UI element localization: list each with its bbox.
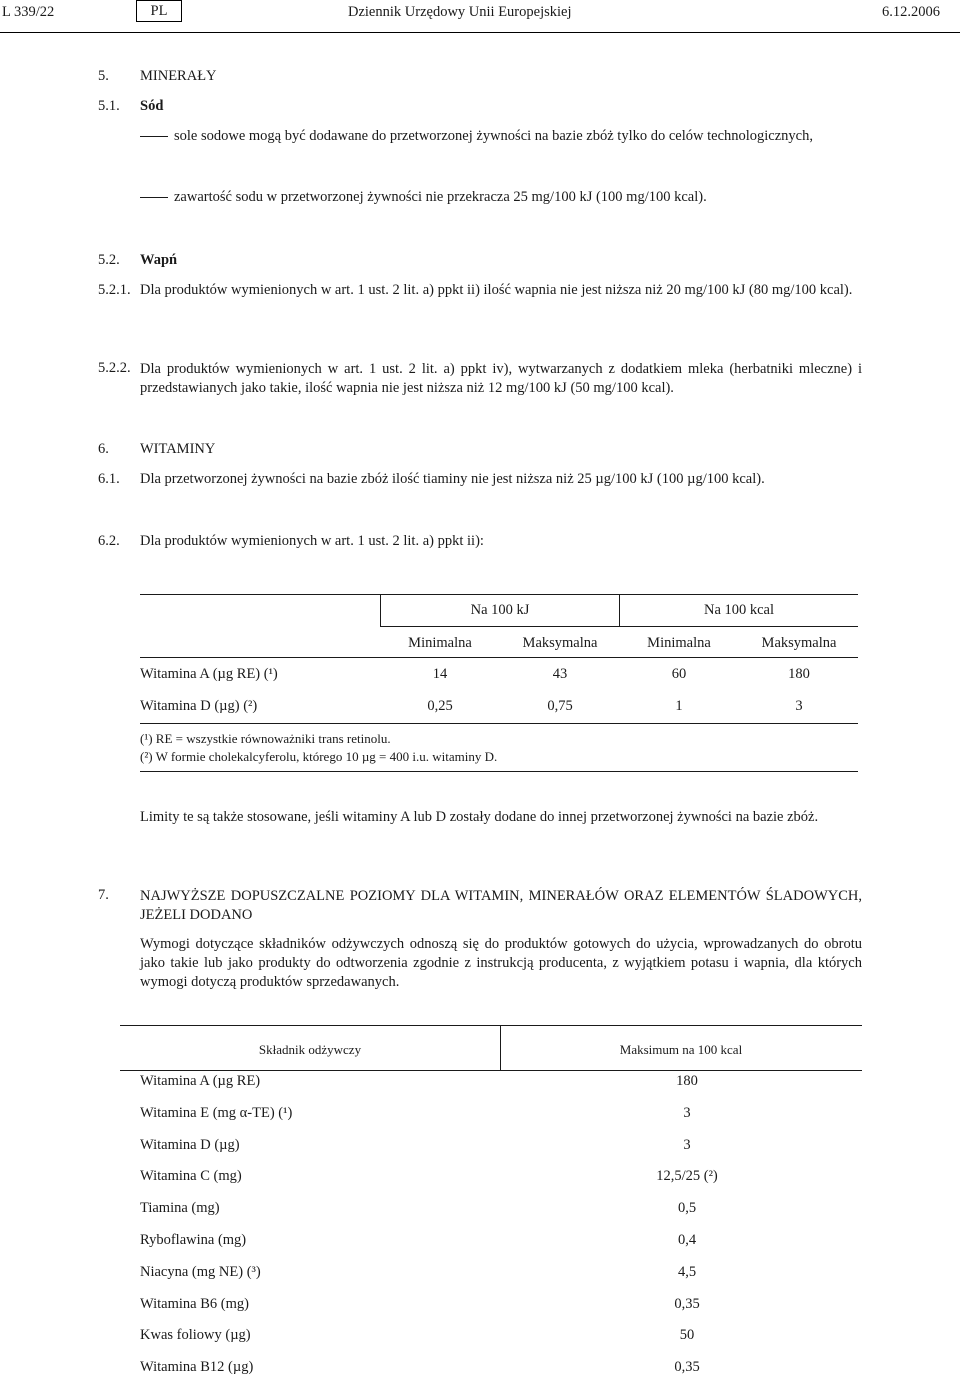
table-column-header: Składnik odżywczy	[258, 1042, 362, 1057]
table-row-label: Kwas foliowy (µg)	[140, 1327, 251, 1343]
table-cell: 0,75	[547, 698, 573, 714]
section-5-2-2-text: Dla produktów wymienionych w art. 1 ust. 2 lit. a) ppkt iv), wytwarzanych z dodatkiem mleka (herbatniki mleczne) i przedstawianych jako takie, ilość wapnia nie jest niższa niż 12 mg/100 kJ (50 mg/100 kcal).	[140, 361, 862, 396]
table-bottom-rule	[140, 771, 858, 772]
table-row-label: Ryboflawina (mg)	[140, 1232, 247, 1248]
section-7-title: NAJWYŻSZE DOPUSZCZALNE POZIOMY DLA WITAMIN, MINERAŁÓW ORAZ ELEMENTÓW ŚLADOWYCH, JEŻELI DODANO	[140, 888, 862, 923]
table-cell: 180	[676, 1073, 698, 1089]
table-cell: 4,5	[677, 1264, 697, 1280]
section-6-note: Limity te są także stosowane, jeśli witaminy A lub D zostały dodane do innej przetworzonej żywności na bazie zbóż.	[140, 809, 819, 825]
section-6-title: WITAMINY	[140, 441, 216, 457]
publication-date: 6.12.2006	[882, 4, 940, 20]
section-5-2-2-number: 5.2.2.	[98, 360, 131, 376]
table-row-label: Witamina D (µg)	[140, 1137, 240, 1153]
table-cell: 12,5/25 (²)	[656, 1168, 718, 1184]
table-subheader: Minimalna	[408, 635, 472, 651]
table-group-header: Na 100 kJ	[470, 602, 530, 618]
section-6-2-number: 6.2.	[98, 533, 120, 549]
section-7-number: 7.	[98, 887, 109, 903]
table-body-rule	[140, 723, 858, 724]
table-row-label: Witamina E (mg α-TE) (¹)	[140, 1105, 293, 1121]
table-subheader: Minimalna	[647, 635, 711, 651]
table-cell: 3	[683, 1137, 691, 1153]
table-cell: 50	[679, 1327, 695, 1343]
section-6-2-text: Dla produktów wymienionych w art. 1 ust. 2 lit. a) ppkt ii):	[140, 533, 484, 549]
table-footnote: (¹) RE = wszystkie równoważniki trans retinolu.	[140, 731, 391, 746]
section-5-1-title: Sód	[140, 98, 164, 114]
table-top-rule	[120, 1025, 862, 1026]
table-cell: 0,35	[674, 1359, 700, 1375]
table-footnote: (²) W formie cholekalcyferolu, którego 10 µg = 400 i.u. witaminy D.	[140, 749, 498, 764]
section-6-number: 6.	[98, 441, 109, 457]
section-5-2-number: 5.2.	[98, 252, 120, 268]
table-column-header: Maksimum na 100 kcal	[619, 1042, 743, 1057]
table-header-rule	[140, 657, 858, 658]
table-row-label: Witamina A (µg RE) (¹)	[140, 666, 278, 682]
table-cell: 14	[432, 666, 448, 682]
language-badge: PL	[136, 0, 182, 22]
section-7-text: Wymogi dotyczące składników odżywczych odnoszą się do produktów gotowych do użycia, wprowadzanych do obrotu jako takie lub jako produkty do odtworzenia zgodnie z instrukcją producenta, z wyjątkiem potasu i wapnia, dla których wymogi dotyczą produktów sprzedawanych.	[140, 936, 862, 990]
list-item: zawartość sodu w przetworzonej żywności nie przekracza 25 mg/100 kJ (100 mg/100 kcal).	[140, 189, 707, 206]
table-cell: 43	[552, 666, 568, 682]
table-row-label: Witamina B6 (mg)	[140, 1296, 249, 1312]
section-5-2-title: Wapń	[140, 252, 178, 268]
table-cell: 1	[675, 698, 683, 714]
list-item: sole sodowe mogą być dodawane do przetworzonej żywności na bazie zbóż tylko do celów technologicznych,	[140, 128, 813, 145]
table-cell: 0,25	[427, 698, 453, 714]
section-5-title: MINERAŁY	[140, 68, 217, 84]
table-subheader: Maksymalna	[761, 635, 837, 651]
table-cell: 3	[683, 1105, 691, 1121]
journal-title: Dziennik Urzędowy Unii Europejskiej	[348, 4, 572, 20]
header-rule	[0, 32, 960, 33]
section-6-1-number: 6.1.	[98, 471, 120, 487]
section-5-1-number: 5.1.	[98, 98, 120, 114]
table-cell: 180	[788, 666, 810, 682]
page-reference: L 339/22	[2, 4, 55, 20]
table-row-label: Witamina A (µg RE)	[140, 1073, 261, 1089]
table-row-label: Witamina D (µg) (²)	[140, 698, 258, 714]
dash-bullet	[140, 197, 168, 198]
table-group-rule	[380, 626, 858, 627]
section-5-number: 5.	[98, 68, 109, 84]
dash-bullet	[140, 136, 168, 137]
table-top-rule	[140, 594, 858, 595]
table-cell: 3	[795, 698, 803, 714]
table-row-label: Niacyna (mg NE) (³)	[140, 1264, 261, 1280]
section-6-1-text: Dla przetworzonej żywności na bazie zbóż ilość tiaminy nie jest niższa niż 25 µg/100 kJ (100 µg/100 kcal).	[140, 471, 765, 487]
table-row-label: Witamina B12 (µg)	[140, 1359, 254, 1375]
table-group-header: Na 100 kcal	[703, 602, 775, 618]
section-5-2-1-number: 5.2.1.	[98, 282, 131, 298]
section-5-2-1-text: Dla produktów wymienionych w art. 1 ust. 2 lit. a) ppkt ii) ilość wapnia nie jest niższa niż 20 mg/100 kJ (80 mg/100 kcal).	[140, 282, 853, 298]
table-cell: 0,5	[677, 1200, 697, 1216]
table-subheader: Maksymalna	[522, 635, 598, 651]
table-row-label: Witamina C (mg)	[140, 1168, 242, 1184]
table-header-rule	[120, 1070, 862, 1071]
table-cell: 60	[671, 666, 687, 682]
table-row-label: Tiamina (mg)	[140, 1200, 220, 1216]
table-cell: 0,4	[677, 1232, 697, 1248]
table-cell: 0,35	[674, 1296, 700, 1312]
